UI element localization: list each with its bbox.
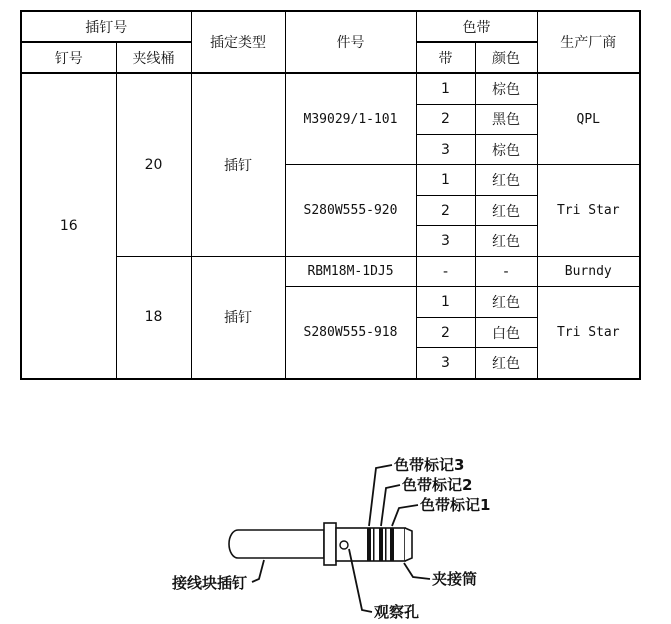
- label-band-mark-3: 色带标记3: [394, 456, 465, 474]
- pin-shaft: [229, 530, 324, 558]
- header-insertion-type: 插定类型: [191, 11, 285, 73]
- header-part-number: 件号: [285, 11, 416, 73]
- color-cell: 红色: [475, 348, 537, 379]
- pin-no-cell: 16: [21, 73, 116, 379]
- band-cell: 3: [416, 226, 475, 256]
- band-cell: 3: [416, 134, 475, 164]
- color-cell: 棕色: [475, 134, 537, 164]
- crimp-barrel-end: [405, 528, 412, 561]
- color-cell: 红色: [475, 287, 537, 317]
- color-cell: 黑色: [475, 104, 537, 134]
- color-cell: 棕色: [475, 73, 537, 104]
- header-color: 颜色: [475, 42, 537, 73]
- part-number-cell: RBM18M-1DJ5: [285, 256, 416, 286]
- header-wire-barrel: 夹线桶: [116, 42, 191, 73]
- band-mark-1: [390, 528, 394, 561]
- color-cell: -: [475, 256, 537, 286]
- terminal-pin-diagram: [0, 380, 671, 624]
- table-row: [21, 73, 640, 104]
- header-band: 带: [416, 42, 475, 73]
- band-cell: 2: [416, 104, 475, 134]
- label-terminal-pin: 接线块插钉: [172, 574, 248, 592]
- part-number-cell: S280W555-920: [285, 165, 416, 256]
- label-inspection-hole: 观察孔: [374, 603, 420, 621]
- pin-shoulder: [324, 523, 336, 565]
- label-band-mark-2: 色带标记2: [402, 476, 473, 494]
- manufacturer-cell: Burndy: [537, 256, 640, 286]
- manufacturer-cell: QPL: [537, 73, 640, 165]
- band-cell: 1: [416, 165, 475, 195]
- manufacturer-cell: Tri Star: [537, 287, 640, 379]
- part-number-cell: M39029/1-101: [285, 73, 416, 165]
- label-band-mark-1: 色带标记1: [420, 496, 491, 514]
- band-cell: 1: [416, 73, 475, 104]
- band-cell: 2: [416, 317, 475, 347]
- band-cell: 3: [416, 348, 475, 379]
- color-cell: 红色: [475, 165, 537, 195]
- color-cell: 红色: [475, 226, 537, 256]
- header-pin-no: 钉号: [21, 42, 116, 73]
- inspection-hole: [340, 541, 348, 549]
- band-cell: 2: [416, 195, 475, 225]
- insertion-type-cell: 插钉: [191, 73, 285, 256]
- label-crimp-barrel: 夹接筒: [432, 570, 478, 588]
- band-cell: 1: [416, 287, 475, 317]
- wire-barrel-cell: 18: [116, 256, 191, 379]
- header-manufacturer: 生产厂商: [537, 11, 640, 73]
- color-cell: 红色: [475, 195, 537, 225]
- wire-barrel-cell: 20: [116, 73, 191, 256]
- band-mark-2: [379, 528, 383, 561]
- band-mark-3: [367, 528, 371, 561]
- header-color-band: 色带: [416, 11, 537, 42]
- connector-pin-spec-table: [20, 10, 641, 380]
- manufacturer-cell: Tri Star: [537, 165, 640, 256]
- part-number-cell: S280W555-918: [285, 287, 416, 379]
- color-cell: 白色: [475, 317, 537, 347]
- insertion-type-cell: 插钉: [191, 256, 285, 379]
- band-cell: -: [416, 256, 475, 286]
- header-pin-number: 插钉号: [21, 11, 191, 42]
